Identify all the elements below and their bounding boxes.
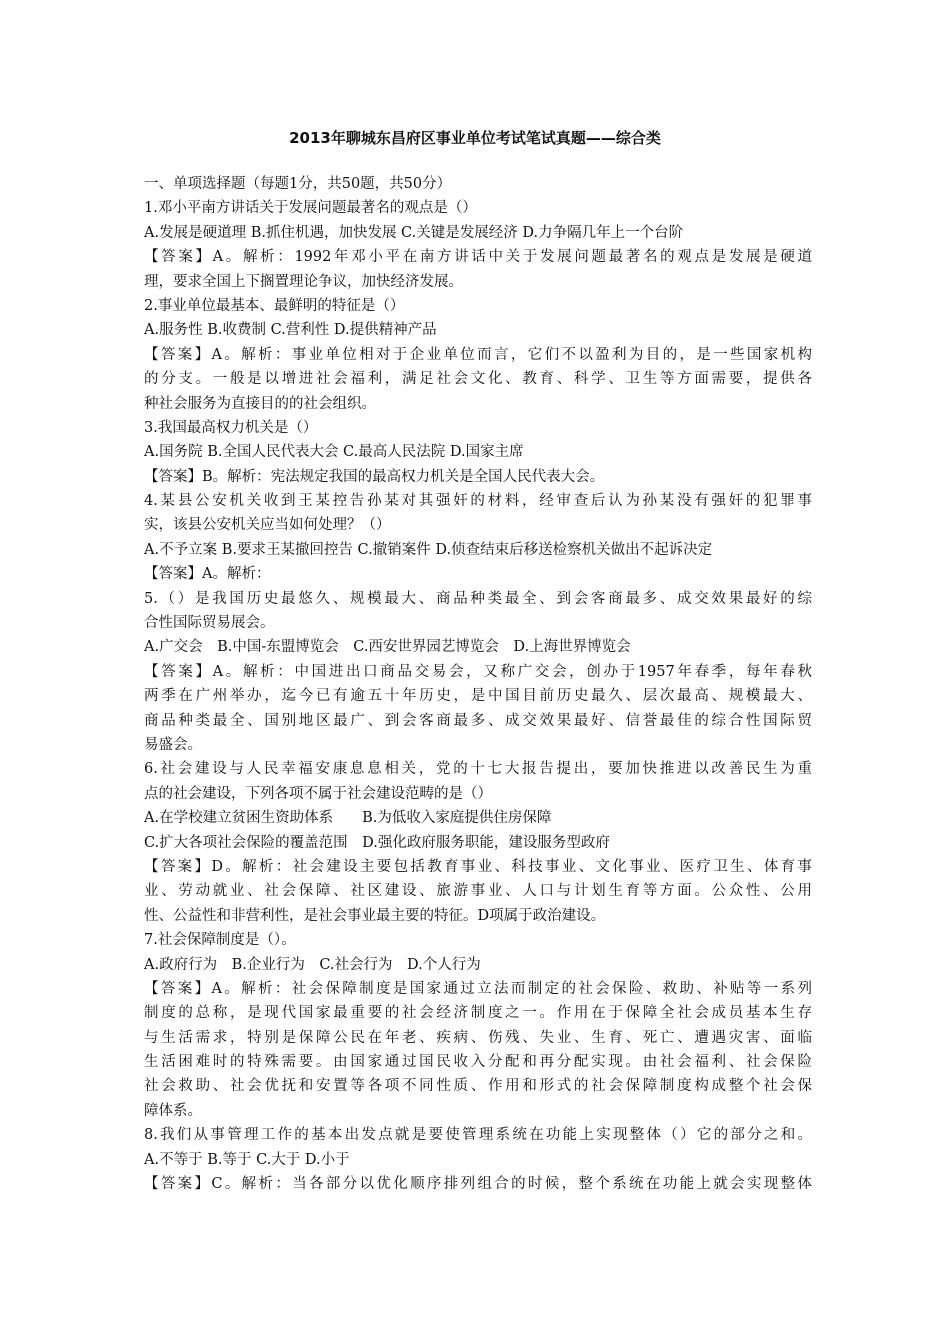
text-line: 社会救助、社会优抚和安置等各项不同性质、作用和形式的社会保障制度构成整个社会保 bbox=[144, 1078, 812, 1095]
text-line: 实，该县公安机关应当如何处理？（） bbox=[144, 517, 391, 534]
text-line: 障体系。 bbox=[144, 1102, 202, 1119]
text-line: A.不等于 B.等于 C.大于 D.小于 bbox=[144, 1151, 350, 1168]
text-line: A.国务院 B.全国人民代表大会 C.最高人民法院 D.国家主席 bbox=[144, 444, 524, 461]
text-line: 业、劳动就业、社会保障、社区建设、旅游事业、人口与计划生育等方面。公众性、公用 bbox=[144, 883, 812, 900]
text-line: 【答案】A。解析：中国进出口商品交易会，又称广交会，创办于1957年春季，每年春秋 bbox=[144, 663, 812, 680]
text-line: 【答案】A。解析：1992年邓小平在南方讲话中关于发展问题最著名的观点是发展是硬道 bbox=[144, 249, 812, 266]
text-line: 3.我国最高权力机关是（） bbox=[144, 419, 318, 436]
text-line: 性、公益性和非营利性，是社会事业最主要的特征。D项属于政治建设。 bbox=[144, 907, 606, 924]
text-line: 种社会服务为直接目的的社会组织。 bbox=[144, 395, 376, 412]
text-line: A.广交会 B.中国-东盟博览会 C.西安世界园艺博览会 D.上海世界博览会 bbox=[144, 639, 631, 656]
text-line: A.不予立案 B.要求王某撤回控告 C.撤销案件 D.侦查结束后移送检察机关做出不起诉决定 bbox=[144, 541, 713, 558]
text-line: 2.事业单位最基本、最鲜明的特征是（） bbox=[144, 297, 405, 314]
text-line: 合性国际贸易展会。 bbox=[144, 615, 275, 632]
text-line: 易盛会。 bbox=[144, 736, 202, 753]
text-line: 【答案】D。解析：社会建设主要包括教育事业、科技事业、文化事业、医疗卫生、体育事 bbox=[144, 858, 812, 875]
text-line: 制度的总称，是现代国家最重要的社会经济制度之一。作用在于保障全社会成员基本生存 bbox=[144, 1005, 812, 1022]
text-line: 点的社会建设，下列各项不属于社会建设范畴的是（） bbox=[144, 785, 492, 802]
text-line: 6.社会建设与人民幸福安康息息相关，党的十七大报告提出，要加快推进以改善民生为重 bbox=[144, 761, 812, 778]
text-line: 生活困难时的特殊需要。由国家通过国民收入分配和再分配实现。由社会福利、社会保险 bbox=[144, 1054, 812, 1071]
document-body bbox=[144, 172, 812, 1196]
text-line: 商品种类最全、国别地区最广、到会客商最多、成交效果最好、信誉最佳的综合性国际贸 bbox=[144, 712, 812, 729]
text-line: C.扩大各项社会保险的覆盖范围 D.强化政府服务职能，建设服务型政府 bbox=[144, 834, 610, 851]
text-line: 【答案】A。解析：事业单位相对于企业单位而言，它们不以盈利为目的，是一些国家机构 bbox=[144, 346, 812, 363]
text-line: 与生活需求，特别是保障公民在年老、疾病、伤残、失业、生育、死亡、遭遇灾害、面临 bbox=[144, 1029, 812, 1046]
text-line: A.服务性 B.收费制 C.营利性 D.提供精神产品 bbox=[144, 322, 437, 339]
text-line: 一、单项选择题（每题1分，共50题，共50分） bbox=[144, 176, 452, 192]
document-title: 2013年聊城东昌府区事业单位考试笔试真题——综合类 bbox=[289, 129, 661, 147]
text-line: 5.（）是我国历史最悠久、规模最大、商品种类最全、到会客商最多、成交效果最好的综 bbox=[144, 590, 812, 607]
text-line: A.政府行为 B.企业行为 C.社会行为 D.个人行为 bbox=[144, 956, 481, 973]
text-line: 【答案】A。解析： bbox=[144, 566, 271, 583]
text-line: 8.我们从事管理工作的基本出发点就是要使管理系统在功能上实现整体（）它的部分之和。 bbox=[144, 1127, 812, 1144]
text-line: 【答案】A。解析：社会保障制度是国家通过立法而制定的社会保险、救助、补贴等一系列 bbox=[144, 980, 812, 997]
text-line: 1.邓小平南方讲话关于发展问题最著名的观点是（） bbox=[144, 200, 477, 217]
text-line: 理，要求全国上下搁置理论争议，加快经济发展。 bbox=[144, 273, 463, 290]
text-line: 7.社会保障制度是（）。 bbox=[144, 932, 296, 949]
text-line: 4.某县公安机关收到王某控告孙某对其强奸的材料，经审查后认为孙某没有强奸的犯罪事 bbox=[144, 493, 812, 510]
text-line: A.发展是硬道理 B.抓住机遇，加快发展 C.关键是发展经济 D.力争隔几年上一个台阶 bbox=[144, 224, 684, 241]
text-line: 两季在广州举办，迄今已有逾五十年历史，是中国目前历史最久、层次最高、规模最大、 bbox=[144, 688, 812, 705]
text-line: 【答案】B。解析：宪法规定我国的最高权力机关是全国人民代表大会。 bbox=[144, 468, 605, 485]
text-line: 【答案】C。解析：当各部分以优化顺序排列组合的时候，整个系统在功能上就会实现整体 bbox=[144, 1176, 812, 1193]
text-line: 的分支。一般是以增进社会福利，满足社会文化、教育、科学、卫生等方面需要，提供各 bbox=[144, 371, 812, 388]
text-line: A.在学校建立贫困生资助体系 B.为低收入家庭提供住房保障 bbox=[144, 810, 552, 827]
